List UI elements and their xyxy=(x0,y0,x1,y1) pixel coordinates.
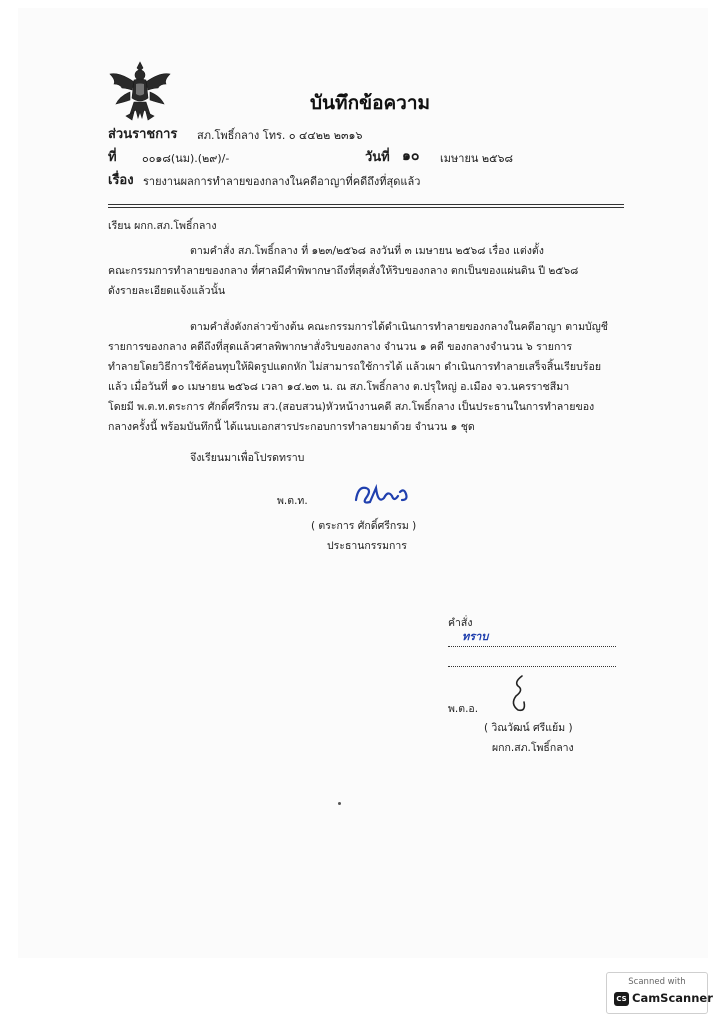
memo-title: บันทึกข้อความ xyxy=(310,92,431,114)
subject-label: เรื่อง xyxy=(108,173,134,188)
signer1-name: ( ตระการ ศักดิ์ศรีกรม ) xyxy=(311,520,417,532)
reference-label: ที่ xyxy=(108,150,117,165)
camscanner-name: CamScanner xyxy=(632,991,713,1005)
signer2-position: ผกก.สภ.โพธิ์กลาง xyxy=(492,742,574,754)
signer2-name: ( วิณวัฒน์ ศรีแย้ม ) xyxy=(484,722,573,734)
header-divider-secondary xyxy=(108,207,624,208)
order-label: คำสั่ง xyxy=(448,617,473,629)
garuda-emblem-icon xyxy=(106,58,174,124)
para2-line: ทำลายโดยวิธีการใช้ค้อนทุบให้ผิดรูปแตกหัก ไม่สามารถใช้การได้ แล้วเผา ดำเนินการทำลายเสร็จสิ้นเรียบร้อย xyxy=(108,361,602,373)
order-dotted-line xyxy=(448,646,616,647)
camscanner-top-text: Scanned with xyxy=(628,977,686,987)
agency-value: สภ.โพธิ์กลาง โทร. ๐ ๔๔๒๒ ๒๓๑๖ xyxy=(197,129,363,142)
header-divider xyxy=(108,204,624,205)
order-dotted-line xyxy=(448,666,616,667)
signer1-rank: พ.ต.ท. xyxy=(277,495,308,507)
date-day: ๑๐ xyxy=(402,148,420,164)
camscanner-badge xyxy=(606,972,713,1014)
closing-text: จึงเรียนมาเพื่อโปรดทราบ xyxy=(190,452,305,464)
para2-line: โดยมี พ.ต.ท.ตระการ ศักดิ์ศรีกรม สว.(สอบสวน)หัวหน้างานคดี สภ.โพธิ์กลาง เป็นประธานในการทำลายของ xyxy=(108,401,595,413)
subject-value: รายงานผลการทำลายของกลางในคดีอาญาที่คดีถึงที่สุดแล้ว xyxy=(143,175,421,188)
para1-line: ดังรายละเอียดแจ้งแล้วนั้น xyxy=(108,285,226,297)
para2-line: แล้ว เมื่อวันที่ ๑๐ เมษายน ๒๕๖๘ เวลา ๑๔.๒๓ น. ณ สภ.โพธิ์กลาง ต.ปรุใหญ่ อ.เมือง จว.นครราชสีมา xyxy=(108,381,570,393)
signer1-position: ประธานกรรมการ xyxy=(327,540,407,552)
reference-value: ๐๐๑๘(นม).(๒๙)/- xyxy=(142,152,230,165)
agency-label: ส่วนราชการ xyxy=(108,127,178,142)
date-label: วันที่ xyxy=(365,150,390,165)
signature2-handwriting-icon xyxy=(500,672,540,716)
para1-line: คณะกรรมการทำลายของกลาง ที่ศาลมีคำพิพากษาถึงที่สุดสั่งให้ริบของกลาง ตกเป็นของแผ่นดิน ปี ๒๕๖๘ xyxy=(108,265,579,277)
para2-line: ตามคำสั่งดังกล่าวข้างต้น คณะกรรมการได้ดำเนินการทำลายของกลางในคดีอาญา ตามบัญชี xyxy=(190,321,608,333)
order-handwritten: ทราบ xyxy=(462,630,489,643)
date-month-year: เมษายน ๒๕๖๘ xyxy=(440,152,513,165)
salutation: เรียน ผกก.สภ.โพธิ์กลาง xyxy=(108,220,217,232)
speck-mark xyxy=(338,802,341,805)
signer2-rank: พ.ต.อ. xyxy=(448,703,479,715)
signature1-handwriting-icon xyxy=(352,478,412,510)
camscanner-logo-icon: CS xyxy=(614,992,629,1006)
para1-line: ตามคำสั่ง สภ.โพธิ์กลาง ที่ ๑๒๓/๒๕๖๘ ลงวันที่ ๓ เมษายน ๒๕๖๘ เรื่อง แต่งตั้ง xyxy=(190,245,544,257)
para2-line: รายการของกลาง คดีถึงที่สุดแล้วศาลพิพากษาสั่งริบของกลาง จำนวน ๑ คดี ของกลางจำนวน ๖ รายการ xyxy=(108,341,573,353)
para2-line: กลางครั้งนี้ พร้อมบันทึกนี้ ได้แนบเอกสารประกอบการทำลายมาด้วย จำนวน ๑ ชุด xyxy=(108,421,475,433)
